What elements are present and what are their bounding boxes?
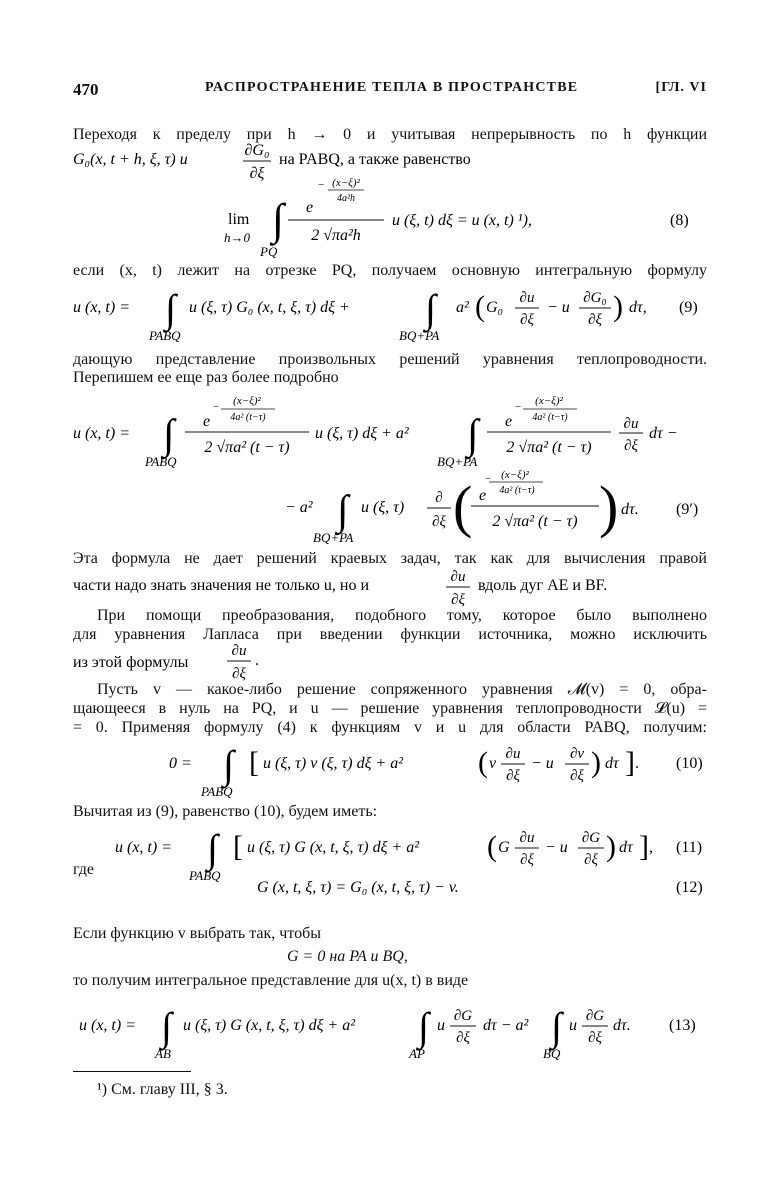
equation-number: (13) (669, 1017, 696, 1034)
exp-minus: − (213, 401, 220, 413)
middle-term: u (ξ, τ) dξ + a² (315, 425, 409, 442)
symbol: v (489, 755, 497, 772)
exponent-denominator: 4a² (t−τ) (532, 412, 568, 423)
paren-left: ( (487, 830, 497, 863)
fraction-numerator: ∂u (231, 643, 247, 659)
equation-8 (200, 176, 690, 262)
punctuation: . (635, 755, 639, 772)
integral-sign: ∫ (551, 1004, 562, 1049)
footnote-rule (73, 1071, 191, 1072)
running-title: РАСПРОСТРАНЕНИЕ ТЕПЛА В ПРОСТРАНСТВЕ (205, 80, 579, 95)
e-symbol: e (479, 487, 487, 504)
equation-12 (73, 870, 713, 900)
integral-sign: ∫ (223, 742, 234, 787)
symbol: u (569, 1017, 577, 1034)
bracket-right: ] (639, 830, 649, 863)
integral-sign: ∫ (161, 1004, 172, 1049)
integral-subscript: BQ+PA (437, 454, 478, 469)
lim: lim (228, 211, 250, 228)
paren-left: ( (453, 474, 473, 539)
exponent-numerator: (x−ξ)² (332, 177, 360, 189)
fraction-denominator: ∂ξ (588, 1030, 602, 1046)
fraction-denominator: ∂ξ (584, 852, 598, 868)
integral-subscript: AB (155, 1046, 171, 1061)
bracket-right: ] (625, 746, 635, 779)
paragraph-line: дающую представление произвольных решений уравнения теплопроводности. (73, 351, 707, 368)
exponent-denominator: 4a²h (337, 193, 355, 204)
text: части надо знать значения не только u, но и (73, 577, 370, 594)
paragraph-line: Эта формула не дает решений краевых задач, так как для вычисления правой (73, 550, 707, 567)
exponent-numerator: (x−ξ)² (501, 469, 529, 481)
operator: − u (547, 299, 570, 316)
footnote: ¹) См. главу III, § 3. (97, 1081, 228, 1098)
integral-sign: ∫ (163, 412, 175, 458)
fraction-numerator: ∂ (435, 490, 443, 506)
lhs: u (x, t) = (115, 839, 172, 856)
integral-subscript: PABQ (145, 454, 177, 469)
fraction-numerator: ∂u (519, 290, 535, 306)
bracket-left: [ (233, 830, 243, 863)
exp-minus: − (485, 473, 492, 485)
paren-right: ) (606, 830, 616, 863)
e-symbol: e (505, 413, 513, 430)
equation-9-prime-line-1 (73, 390, 713, 470)
bracket-left: [ (249, 746, 259, 779)
condition: G = 0 на PA и BQ, (287, 948, 408, 965)
fraction-numerator: ∂v (569, 746, 585, 762)
tail: dτ (605, 755, 619, 772)
integrand: u (ξ, τ) v (ξ, τ) dξ + a² (263, 755, 404, 772)
fraction-numerator: ∂G₀ (583, 290, 607, 306)
lhs: u (x, t) = (79, 1017, 136, 1034)
fraction-numerator: ∂u (505, 746, 521, 762)
integral-subscript: PQ (260, 244, 278, 259)
paragraph-line: Если функцию v выбрать так, чтобы (73, 925, 322, 942)
where-label: где (73, 861, 95, 878)
fraction-denominator: ∂ξ (588, 312, 602, 328)
exp-minus: − (515, 401, 522, 413)
fraction-denominator: ∂ξ (570, 768, 584, 784)
fraction-denominator: ∂ξ (451, 592, 465, 608)
paren-right: ) (599, 474, 619, 539)
integral-subscript: BQ+PA (313, 530, 354, 545)
integral-sign: ∫ (425, 286, 436, 331)
equation-number: (9′) (676, 501, 699, 518)
fraction-denominator: ∂ξ (456, 1030, 470, 1046)
paragraph-line: = 0. Применяя формулу (4) к функциям v и u для области PABQ, получим: (73, 719, 707, 736)
integral-sign: ∫ (467, 412, 479, 458)
paragraph-line-with-fraction (73, 641, 313, 685)
tail: dτ, (629, 299, 647, 316)
fraction-denominator: ∂ξ (520, 852, 534, 868)
paren-right: ) (591, 746, 601, 779)
exp-minus: − (318, 179, 325, 191)
paragraph-line: Пусть v — какое-либо решение сопряженного уравнения 𝓜(v) = 0, обра- (97, 681, 707, 698)
operator: − u (531, 755, 554, 772)
integral-sign: ∫ (418, 1004, 429, 1049)
punctuation: , (649, 839, 653, 856)
equation-9-prime-line-2 (73, 466, 713, 546)
fraction-numerator: ∂G₀ (244, 142, 270, 159)
paragraph-line: При помощи преобразования, подобного тому, которое было выполнено (97, 607, 707, 624)
symbol: G₀ (486, 299, 504, 316)
lhs: u (x, t) = (73, 425, 130, 442)
integral-subscript: PABQ (189, 868, 221, 883)
paragraph-line: Переходя к пределу при h → 0 и учитывая непрерывность по h функции (73, 126, 707, 143)
tail: dτ. (621, 501, 639, 518)
text: на PABQ, а также равенство (279, 151, 471, 168)
equation-number: (9) (679, 299, 698, 316)
e-symbol: e (306, 199, 314, 216)
integrand: u (ξ, τ) G (x, t, ξ, τ) dξ + a² (247, 839, 420, 856)
fraction-denominator: ∂ξ (249, 165, 265, 182)
paren-left: ( (478, 746, 488, 779)
exponent-denominator: 4a² (t−τ) (230, 412, 266, 423)
integral-subscript: AP (409, 1046, 425, 1061)
fraction-denominator: ∂ξ (624, 438, 638, 454)
lhs: u (x, t) = (73, 299, 130, 316)
integral-sign: ∫ (337, 488, 349, 534)
paragraph-line: если (x, t) лежит на отрезке PQ, получаем основную интегральную формулу (73, 262, 707, 279)
integral-subscript: BQ (543, 1046, 561, 1061)
fraction-numerator: ∂G (581, 830, 601, 846)
fraction-numerator: ∂G (453, 1008, 473, 1024)
fraction-denominator: ∂ξ (506, 768, 520, 784)
e-symbol: e (203, 413, 211, 430)
integrand: u (ξ, τ) G (x, t, ξ, τ) dξ + a² (183, 1017, 356, 1034)
paragraph-line: Перепишем ее еще раз более подробно (73, 369, 339, 386)
text: из этой формулы (73, 654, 189, 671)
integral-subscript: PABQ (149, 328, 181, 343)
lim-subscript: h→0 (224, 230, 250, 245)
rhs: u (ξ, t) dξ = u (x, t) ¹), (392, 212, 532, 229)
equation-13 (73, 996, 713, 1060)
period: . (255, 652, 259, 669)
fraction-numerator: ∂u (623, 416, 639, 432)
fraction-denominator: ∂ξ (520, 312, 534, 328)
lhs: 0 = (169, 755, 192, 772)
exponent-numerator: (x−ξ)² (535, 395, 563, 407)
body: u (ξ, τ) (361, 499, 405, 516)
running-header (73, 80, 707, 102)
equation-number: (11) (676, 839, 703, 856)
equation-10 (73, 738, 713, 802)
lead: − a² (285, 499, 313, 516)
text: вдоль дуг AE и BF. (478, 577, 608, 594)
tail: dτ − (649, 425, 678, 442)
denominator: 2 √πa²h (311, 227, 361, 244)
paren-left: ( (475, 290, 485, 323)
fraction-numerator: ∂u (450, 569, 466, 585)
text: G₀(x, t + h, ξ, τ) и (73, 151, 188, 168)
integrand: u (ξ, τ) G₀ (x, t, ξ, τ) dξ + (189, 299, 350, 316)
paragraph-line: Вычитая из (9), равенство (10), будем иметь: (73, 803, 378, 820)
equation-9 (73, 282, 713, 346)
paren-right: ) (613, 290, 623, 323)
operator: − u (545, 839, 568, 856)
exponent-denominator: 4a² (t−τ) (499, 485, 535, 496)
equation-number: (8) (670, 212, 689, 229)
integral-sign: ∫ (207, 826, 218, 871)
fraction-numerator: ∂G (585, 1008, 605, 1024)
tail: dτ (619, 839, 633, 856)
fraction-numerator: ∂u (519, 830, 535, 846)
denominator: 2 √πa² (t − τ) (492, 513, 578, 530)
middle-term: dτ − a² (483, 1017, 529, 1034)
body: G (x, t, ξ, τ) = G₀ (x, t, ξ, τ) − v. (257, 879, 459, 896)
chapter-label: [ГЛ. VI (655, 80, 707, 95)
tail: dτ. (613, 1017, 631, 1034)
page-number: 470 (73, 80, 99, 99)
integral-sign: ∫ (272, 195, 285, 244)
denominator: 2 √πa² (t − τ) (204, 439, 290, 456)
denominator: 2 √πa² (t − τ) (506, 439, 592, 456)
fraction-denominator: ∂ξ (432, 514, 446, 530)
equation-number: (10) (676, 755, 703, 772)
equation-number: (12) (676, 879, 703, 896)
paragraph-line: для уравнения Лапласа при введении функции источника, можно исключить (73, 626, 707, 643)
paragraph-line: то получим интегральное представление для u(x, t) в виде (73, 972, 469, 989)
integral-subscript: PABQ (201, 784, 233, 799)
paragraph-line: щающееся в нуль на PQ, и u — решение уравнения теплопроводности 𝓛(u) = (73, 700, 707, 717)
symbol: u (437, 1017, 445, 1034)
exponent-numerator: (x−ξ)² (233, 395, 261, 407)
symbol: G (498, 839, 510, 856)
fraction-denominator: ∂ξ (232, 666, 246, 682)
integral-sign: ∫ (165, 286, 176, 331)
integral-subscript: BQ+PA (399, 328, 440, 343)
coefficient: a² (456, 299, 469, 316)
